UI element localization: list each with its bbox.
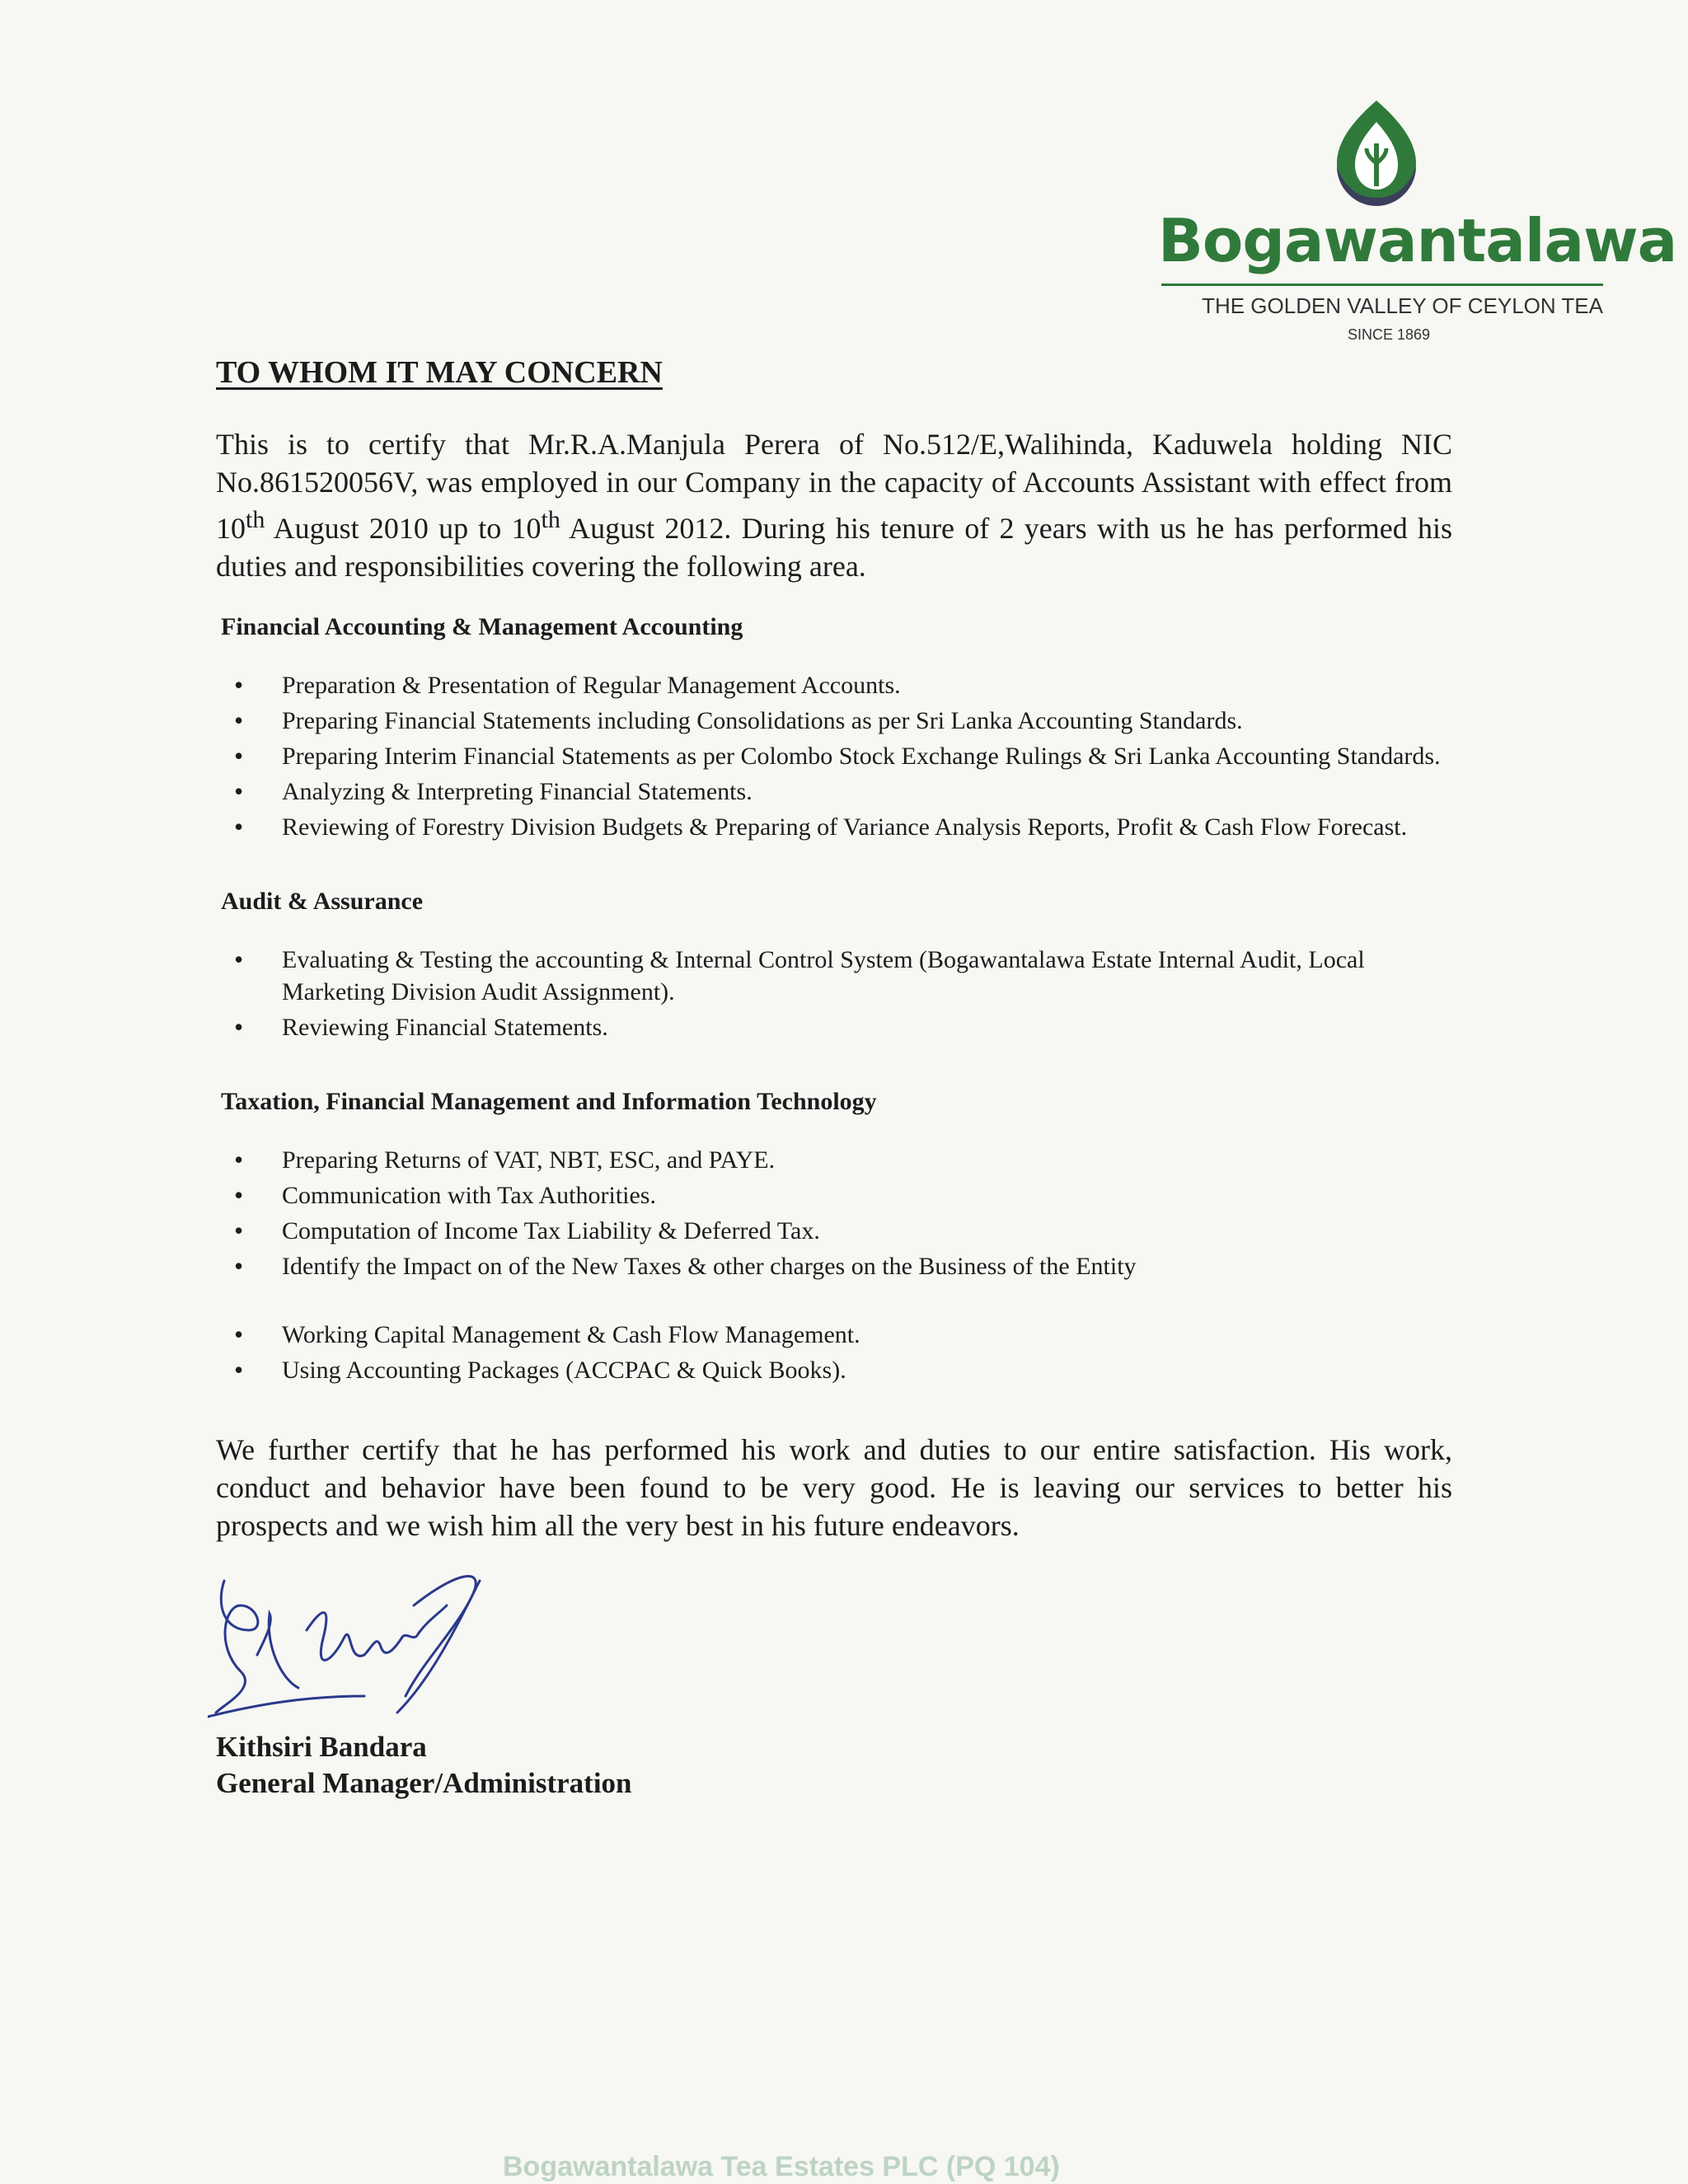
brand-tagline: THE GOLDEN VALLEY OF CEYLON TEA — [1202, 293, 1603, 318]
leaf-drop-icon — [1319, 97, 1434, 209]
list-item: • Preparing Financial Statements including Consolidations as per Sri Lanka Accounting Standards. — [282, 705, 1452, 737]
list-item: • Reviewing Financial Statements. — [282, 1011, 1452, 1043]
brand-name: Bogawantalawa — [1158, 206, 1677, 275]
section-list — [216, 944, 1452, 1043]
list-item: • Working Capital Management & Cash Flow Management. — [282, 1319, 1452, 1351]
list-item: • Preparing Interim Financial Statements as per Colombo Stock Exchange Rulings & Sri Lanka Accounting Standards. — [282, 740, 1452, 772]
section-title: Audit & Assurance — [221, 888, 424, 915]
list-item: • Preparing Returns of VAT, NBT, ESC, and PAYE. — [282, 1144, 1452, 1176]
section-title: Financial Accounting & Management Accounting — [221, 613, 743, 640]
section-list — [216, 1144, 1452, 1282]
letterhead — [1158, 97, 1677, 353]
list-item: • Identify the Impact on of the New Taxes & other charges on the Business of the Entity — [282, 1250, 1452, 1282]
list-item: • Evaluating & Testing the accounting & Internal Control System (Bogawantalawa Estate Internal Audit, Local Marketing Division Audit Assignment). — [282, 944, 1452, 1008]
list-item: • Using Accounting Packages (ACCPAC & Quick Books). — [282, 1354, 1452, 1386]
signature-icon — [208, 1556, 554, 1729]
brand-divider — [1161, 284, 1603, 286]
brand-since: SINCE 1869 — [1347, 326, 1430, 343]
list-item: • Analyzing & Interpreting Financial Statements. — [282, 776, 1452, 808]
closing-paragraph: We further certify that he has performed his work and duties to our entire satisfaction. His work, conduct and behavior have been found to be very good. He is leaving our services to better his prospects and we wish him all the very best in his future endeavors. — [216, 1433, 1452, 1542]
list-item: • Communication with Tax Authorities. — [282, 1179, 1452, 1212]
signature-area — [216, 1572, 1452, 1729]
intro-paragraph: This is to certify that Mr.R.A.Manjula Perera of No.512/E,Walihinda, Kaduwela holding NIC No.861520056V, was employed in our Company in the capacity of Accounts Assistant with effect from 10th August 2010 up to 10th August 2012. During his tenure of 2 years with us he has performed his duties and responsibilities covering the following area. — [216, 428, 1452, 583]
letter-heading: TO WHOM IT MAY CONCERN — [216, 355, 663, 390]
section-list — [216, 1319, 1452, 1386]
footer-text: Bogawantalawa Tea Estates PLC (PQ 104) — [503, 2151, 1060, 2182]
section-title: Taxation, Financial Management and Information Technology — [221, 1088, 877, 1115]
list-item: • Computation of Income Tax Liability & Deferred Tax. — [282, 1215, 1452, 1247]
signer-title: General Manager/Administration — [216, 1767, 632, 1799]
letter-body — [216, 354, 1452, 1802]
signer-name: Kithsiri Bandara — [216, 1731, 427, 1763]
section-list — [216, 669, 1452, 843]
list-item: • Preparation & Presentation of Regular Management Accounts. — [282, 669, 1452, 701]
list-item: • Reviewing of Forestry Division Budgets & Preparing of Variance Analysis Reports, Profit & Cash Flow Forecast. — [282, 811, 1452, 843]
